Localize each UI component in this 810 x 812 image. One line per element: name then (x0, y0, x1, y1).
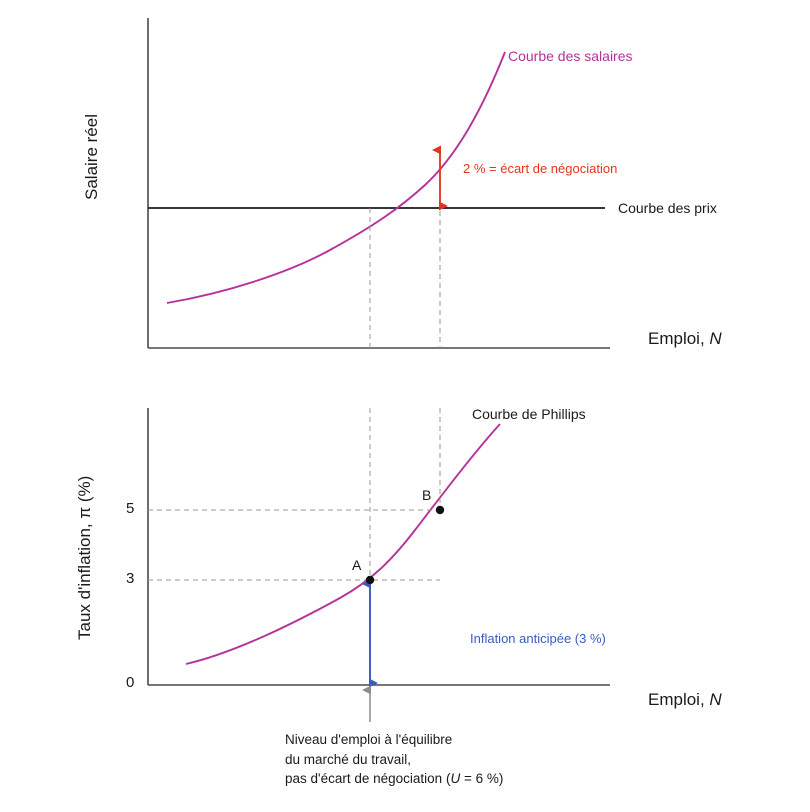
expected-inflation-label: Inflation anticipée (3 %) (470, 631, 606, 646)
point-b-label: B (422, 487, 432, 503)
point-a-label: A (352, 557, 362, 573)
phillips-curve (186, 424, 500, 664)
price-curve-label: Courbe des prix (618, 200, 717, 216)
wage-curve (167, 52, 505, 303)
figure-container: Salaire réel Courbe des salaires Courbe des prix 2 % = écart de négociation Emploi, N Taux d'inflation, π (%) Courbe de Phillips Inflation anticipée (3 %) 5 3 0 A B Emploi, N Niveau d'emploi à l'équilibre du marché du travail, pas d'écart de négociation (U = 6 %) (0, 0, 810, 812)
y-tick-zero: 0 (126, 674, 135, 691)
lower-x-axis-label-italic: N (709, 690, 722, 709)
upper-y-axis-label: Salaire réel (82, 114, 101, 200)
y-tick-three: 3 (126, 570, 135, 587)
caption-line-3-pre: pas d'écart de négociation ( (285, 771, 451, 787)
lower-x-axis-label (648, 690, 722, 710)
upper-x-axis-label-text: Emploi, (648, 329, 710, 348)
lower-y-axis-label: Taux d'inflation, π (%) (75, 475, 94, 640)
upper-x-axis-label-italic: N (709, 329, 722, 348)
point-b-marker (436, 506, 444, 514)
y-tick-five: 5 (126, 500, 135, 517)
wage-curve-label: Courbe des salaires (508, 48, 633, 64)
point-a-marker (366, 576, 374, 584)
upper-x-axis-label (648, 329, 722, 349)
caption-line-3-post: = 6 %) (460, 771, 504, 787)
phillips-curve-label: Courbe de Phillips (472, 406, 586, 422)
caption-line-3-italic: U (450, 771, 461, 787)
lower-x-axis-label-text: Emploi, (648, 690, 710, 709)
bargaining-gap-label: 2 % = écart de négociation (463, 161, 618, 176)
